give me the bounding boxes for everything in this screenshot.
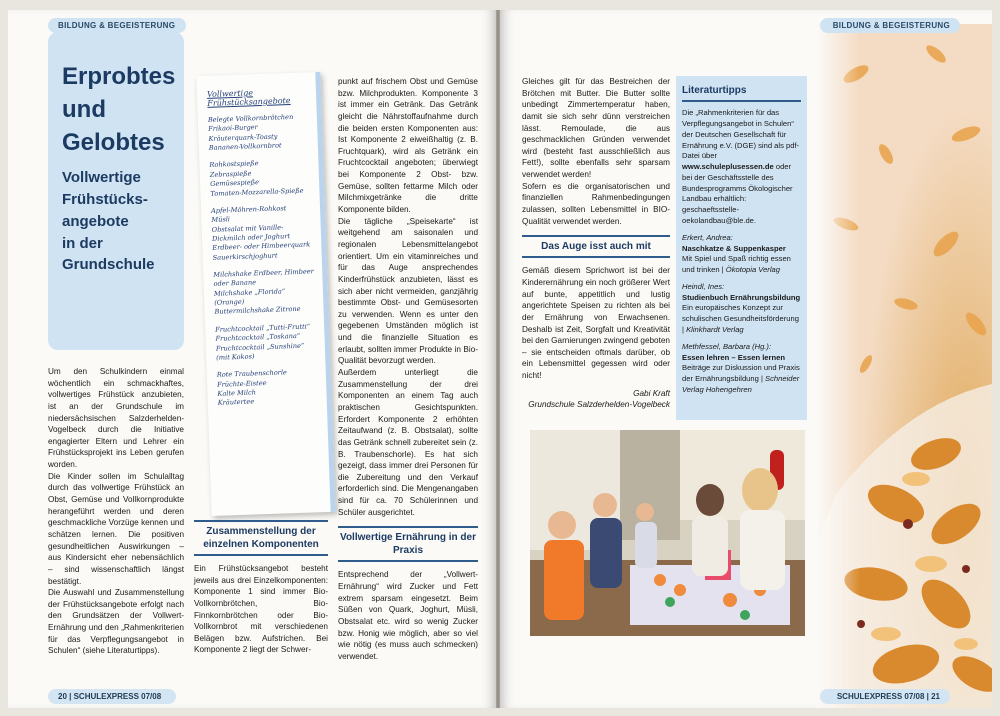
menu-group	[211, 203, 314, 263]
literature-heading: Literaturtipps	[682, 84, 801, 102]
page-footer: SCHULEXPRESS 07/08 | 21	[820, 689, 950, 704]
cereal-image	[816, 24, 992, 708]
menu-item: Milchshake Erdbeer, Himbeer oder Banane	[213, 267, 314, 289]
article-column-2	[194, 520, 328, 656]
paragraph: Die Auswahl und Zusammenstellung der Frühstücksangebote erfolgt nach den Grundsätzen der Vollwert-Ernährung und den „Rahmenkriterien für das Verpflegungsangebot in Schulen“ (siehe Literaturtipps).	[48, 588, 184, 656]
menu-group	[209, 158, 311, 199]
menu-item: Tomaten-Mozzarella-Spieße	[210, 186, 304, 198]
menu-group	[208, 112, 310, 153]
menu-item: Frikaoi-Burger	[208, 123, 258, 134]
literature-book: Methfessel, Barbara (Hg.): Essen lehren – Essen lernen Beiträge zur Diskussion und Praxis der Ernährungsbildung | Schneider Verlag Hohengehren	[682, 341, 800, 394]
breakfast-photo-image	[530, 430, 805, 636]
paragraph: Gemäß diesem Sprichwort ist bei der Kinderernährung ein noch größerer Wert auf bunte, appetitlich und lustig angerichtete Speisen zu richten als bei der Ernährung von Erwachsenen. Deshalb ist Zeit, Sorgfalt und Kreativität bei den Garnierungen zwingend geboten – sie entscheiden oftmals darüber, ob ein Lebensmittel gegessen wird oder nicht!	[522, 266, 670, 381]
literature-book: Erkert, Andrea: Naschkatze & Suppenkasper Mit Spiel und Spaß richtig essen und trinken | Ökotopia Verlag	[682, 232, 791, 275]
menu-item: Fruchtcocktail „Toskana“	[215, 332, 301, 343]
menu-item: Bananen-Vollkornbrot	[208, 141, 282, 152]
paragraph: Sofern es die organisatorischen und finanziellen Rahmenbedingungen zulassen, sollten Lebensmittel in BIO-Qualität verwendet werden.	[522, 181, 670, 226]
literature-box	[676, 76, 807, 420]
menu-item: Fruchtcocktail „Tutti-Frutti“	[215, 322, 311, 334]
section-heading: Das Auge isst auch mit	[522, 235, 670, 258]
page-title: Erprobtes und Gelobtes	[62, 63, 176, 157]
menu-item: Rohkostspieße	[209, 159, 259, 170]
section-heading: Vollwertige Ernährung in der Praxis	[338, 526, 478, 562]
section-tab: BILDUNG & BEGEISTERUNG	[48, 18, 186, 33]
headline-box	[48, 32, 184, 350]
paragraph: Ein Frühstücksangebot besteht jeweils aus drei Einzelkomponenten: Komponente 1 sind immer Bio-Vollkornbrötchen, Bio-Finnkornbrötchen oder Bio-Vollkornbrot mit verschiedenen Belägen bzw. Aufstrichen. Bei Komponente 2 liegt der Schwer-	[194, 564, 328, 655]
menu-item: Früchte-Eistee	[216, 378, 267, 389]
menu-item: Rote Traubenschorle	[216, 368, 288, 380]
paragraph: Die tägliche „Speisekarte“ ist weitgehend am saisonalen und regionalen Lebensmittelangebot orientiert. Um ein vitaminreiches und für das Auge ansprechendes Kinderfrühstück anzubieten, lässt es sich aber nicht vermeiden, ganzjährig bestimmte Obst- und Gemüsesorten zu verwenden. Wenn es unter den gegebenen Umständen möglich ist und die finanzielle Situation es erlaubt, sollten immer Produkte in Bio-Qualität bevorzugt werden.	[338, 216, 478, 366]
article-column-3	[338, 76, 478, 662]
menu-item: Zebraspieße	[209, 169, 252, 179]
menu-item: Apfel-Möhren-Rohkost	[210, 204, 287, 215]
menu-group	[213, 267, 316, 317]
menu-item: Gemüsespieße	[209, 178, 260, 189]
menu-groups	[208, 112, 319, 408]
paragraph: Entsprechend der „Vollwert-Ernährung“ wird Zucker und Fett extrem sparsam eingesetzt. Beim Süßen von Quark, Joghurt, Müsli, Obstsalat etc. wird so wenig Zucker bzw. Honig wie möglich, aber so viel wie nötig (es muss auch schmecken) verwendet.	[338, 570, 478, 661]
article-column-1	[48, 366, 184, 657]
menu-group	[215, 322, 317, 363]
paragraph: Die Kinder sollen im Schulalltag durch das vollwertige Frühstück an Obst, Gemüse und Vollkornprodukte herangeführt werden und deren geschmackliche Vorzüge kennen und schätzen lernen. Die positiven gesundheitlichen Auswirkungen – aus Kindersicht eher nebensächlich – sind wissenschaftlich längst bestätigt.	[48, 471, 184, 586]
section-tab: BILDUNG & BEGEISTERUNG	[820, 18, 960, 33]
breakfast-photo	[530, 430, 805, 636]
page-footer: 20 | SCHULEXPRESS 07/08	[48, 689, 176, 704]
author-signature: Gabi Kraft Grundschule Salzderhelden-Vogelbeck	[528, 388, 670, 410]
section-heading: Zusammenstellung der einzelnen Komponenten	[194, 520, 328, 556]
menu-card	[196, 72, 335, 516]
paragraph: Gleiches gilt für das Bestreichen der Brötchen mit Butter. Die Butter sollte unbedingt Zimmertemperatur haben, damit sie sich sehr dünn verstreichen lässt. Remoulade, die aus geschmacklichen Gründen verwendet wird (besteht fast ausschließlich aus Fett!), sollte ebenfalls sehr sparsam verwendet werden!	[522, 77, 670, 180]
menu-item: Müsli	[211, 215, 231, 225]
menu-item: Kräutertee	[217, 397, 255, 408]
literature-book: Heindl, Ines: Studienbuch Ernährungsbildung Ein europäisches Konzept zur schulischen Gesundheitsförderung | Klinkhardt Verlag	[682, 281, 801, 335]
paragraph: Außerdem unterliegt die Zusammenstellung der drei Komponenten an einem Tag auch praktischen Gesichtspunkten. Erfordert Komponente 2 erhöhten Zeitaufwand (z. B. Obstsalat), sollte das Getränk schnell zubereitet sein (z. B. Traubenschorle). Es hat sich gezeigt, dass immer drei Personen für die Zubereitung und den Verkauf erforderlich sind. Die Mengenangaben sind für ca. 70 Schülerinnen und Schüler ausgerichtet.	[338, 368, 478, 517]
paragraph: punkt auf frischem Obst und Gemüse bzw. Milchprodukten. Komponente 3 ist immer ein Getränk. Das Getränk gleicht die Nährstoffaufnahme durch die beiden ersten Komponenten aus: Ist Komponente 2 eiweißhaltig (z. B. Fruchtquark), wird als Getränk ein Fruchtcocktail angeboten; überwiegt bei Komponente 2 Obst- bzw. Gemüse, sollten fettarme Milch oder Milchmixgetränke die dritte Komponente bilden.	[338, 77, 478, 215]
menu-item: Sauerkirschjoghurt	[212, 251, 278, 262]
menu-item: Belegte Vollkornbrötchen	[207, 112, 294, 124]
menu-item: Erdbeer- oder Himbeerquark	[212, 240, 311, 253]
menu-group	[217, 368, 319, 409]
article-column-4	[522, 76, 670, 411]
menu-item: Kalte Milch	[217, 388, 257, 398]
page-subtitle: Vollwertige Frühstücks- angebote in der Grundschule	[62, 169, 155, 274]
paragraph: Um den Schulkindern einmal wöchentlich ein schmackhaftes, vollwertiges Frühstück anzubieten, ist an der Grundschule im niedersächsischen Salzderhelden-Vogelbeck durch die Initiative engagierter Eltern und Lehrer ein Frühstücksprojekt ins Leben gerufen worden.	[48, 367, 184, 470]
menu-title: Vollwertige Frühstücksangebote	[206, 88, 291, 108]
menu-item: Fruchtcocktail „Sunshine“ (mit Kokos)	[215, 341, 305, 362]
menu-item: Milchshake „Florida“ (Orange)	[213, 287, 286, 307]
menu-item: Obstsalat mit Vanille-Dickmilch oder Joghurt	[211, 222, 291, 243]
right-page	[500, 10, 992, 708]
literature-intro: Die „Rahmenkriterien für das Verpflegungsangebot in Schulen“ der Deutschen Gesellschaft für Ernährung e.V. (DGE) sind als pdf-Datei über www.schuleplusessen.de oder bei der Geschäftsstelle des Bundesprogramms Ökologischer Landbau erhältlich: geschaeftsstelle-oekolandbau@ble.de.	[682, 108, 800, 225]
left-page	[8, 10, 496, 708]
literature-link[interactable]: www.schuleplusessen.de	[682, 162, 774, 172]
menu-item: Buttermilchshake Zitrone	[214, 305, 301, 317]
cereal-illustration	[816, 24, 992, 708]
menu-item: Kräuterquark-Toasty	[208, 132, 278, 143]
